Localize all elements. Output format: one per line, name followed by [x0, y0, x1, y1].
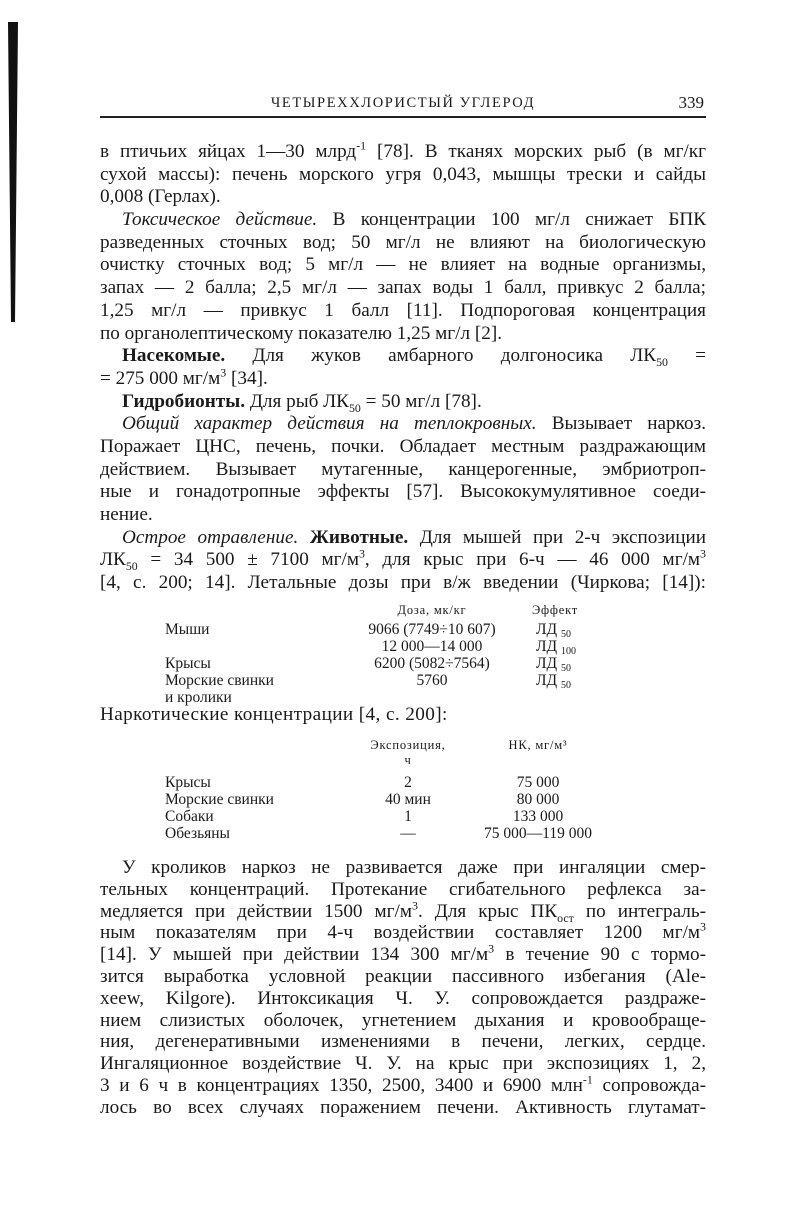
text-run: В концентрации 100 мг/л снижает БПК: [317, 209, 706, 231]
dose-cell: 5760: [416, 672, 448, 689]
nk-cell: 133 000: [512, 808, 564, 825]
nk-cell: 80 000: [516, 791, 560, 808]
text-run: нение.: [100, 504, 153, 525]
page-number: 339: [678, 93, 704, 112]
text-line: [100, 254, 706, 277]
text-line: [100, 1010, 706, 1032]
text-run: , для крыс при 6-ч — 46 000 мг/м: [364, 549, 701, 571]
text-run: ния, дегенеративными изменениями в печени, легких, сердце.: [100, 1031, 706, 1053]
superscript: 3: [220, 365, 227, 380]
dose-cell: 6200 (5082÷7564): [374, 655, 490, 672]
text-run: У кроликов наркоз не развивается даже при ингаляции смер-: [122, 857, 706, 878]
text-run: ным показателям при 4-ч воздействии составляет 1200 мг/м: [100, 922, 701, 944]
animal-cell: Собаки: [165, 808, 214, 825]
exposure-cell: 40 мин: [385, 791, 431, 808]
text-run: нием слизистых оболочек, угнетением дыхания и кровообраще-: [100, 1009, 706, 1031]
text-run: в течение 90 с тормо-: [494, 944, 707, 966]
dose-cell: 12 000—14 000: [381, 638, 483, 655]
text-run: [34].: [226, 367, 268, 389]
superscript: 3: [358, 546, 365, 561]
text-line: [100, 527, 706, 550]
effect-cell: ЛД: [536, 621, 558, 638]
effect-cell: ЛД: [536, 672, 558, 689]
text-run: 1,25 мг/л — привкус 1 балл [11]. Подпороговая концентрация: [100, 299, 706, 321]
text-run: Ингаляционное воздействие Ч. У. на крыс при экспозициях 1, 2,: [100, 1053, 706, 1075]
text-run: тельных концентраций. Протекание сгибательного рефлекса за-: [100, 878, 706, 900]
text-run: Для рыб ЛК: [245, 390, 349, 412]
column-header-exposure: Экспозиция,: [370, 738, 446, 752]
text-line: [100, 277, 706, 300]
text-run: [4, с. 200; 14]. Летальные дозы при в/ж введении (Чиркова; [14]):: [100, 572, 706, 594]
nk-cell: 75 000: [516, 774, 560, 791]
text-line: [100, 232, 706, 255]
animal-cell: Крысы: [165, 774, 211, 791]
animal-cell: и кролики: [165, 689, 232, 706]
superscript: 3: [700, 546, 706, 561]
text-run: = 34 500 ± 7100 мг/м: [137, 549, 359, 571]
superscript: 3: [412, 898, 418, 913]
text-run: действием. Вызывает мутагенные, канцерогенные, эмбриотроп-: [100, 458, 706, 480]
text-run: . Для крыс ПК: [417, 900, 558, 922]
text-run: запах — 2 балла; 2,5 мг/л — запах воды 1 балл, привкус 2 балла;: [100, 277, 706, 299]
exposure-cell: 1: [404, 808, 412, 825]
animal-cell: Морские свинки: [165, 791, 274, 808]
text-line: [100, 988, 706, 1010]
effect-cell: ЛД: [536, 638, 558, 655]
text-run: 0,008 (Герлах).: [100, 186, 221, 208]
text-line: [100, 1097, 706, 1119]
text-line: [100, 436, 706, 459]
narcotic-heading: Наркотические концентрации [4, с. 200]:: [100, 704, 448, 725]
text-line: [100, 300, 706, 323]
column-header-effect: Эффект: [531, 603, 579, 617]
text-run: xeew, Kilgore). Интоксикация Ч. У. сопровождается раздраже-: [100, 987, 706, 1009]
running-title: ЧЕТЫРЕХХЛОРИСТЫЙ УГЛЕРОД: [270, 95, 536, 111]
text-run: =: [667, 345, 706, 367]
text-run: 3 и 6 ч в концентрациях 1350, 2500, 3400 и 6900 млн: [100, 1074, 583, 1096]
text-run: сухой массы): печень морского угря 0,043, мышцы трески и сайды: [100, 163, 706, 185]
text-line: [100, 365, 706, 391]
bold-run-in-heading: Животные.: [309, 526, 409, 548]
text-line: [100, 323, 706, 346]
text-run: лось во всех случаях поражением печени. Активность глутамат-: [100, 1096, 706, 1118]
text-line: [100, 504, 706, 527]
text-line: [100, 546, 706, 574]
text-run: разведенных сточных вод; 50 мг/л не влияют на биологическую: [100, 231, 706, 253]
text-run: Поражает ЦНС, печень, почки. Обладает местным раздражающим: [100, 435, 706, 457]
text-line: [100, 138, 706, 164]
text-line: [100, 1072, 706, 1097]
text-run: медляется при действии 1500 мг/м: [100, 900, 412, 922]
text-line: [100, 391, 706, 414]
text-run: по органолептическому показателю 1,25 мг/л [2].: [100, 322, 502, 344]
text-run: [78]. В тканях морских рыб (в мг/кг: [366, 141, 706, 162]
text-line: [100, 572, 706, 595]
superscript: -1: [356, 138, 367, 153]
text-run: [14]. У мышей при действии 134 300 мг/м: [100, 944, 489, 966]
header-rule: [100, 116, 706, 118]
text-line: [100, 1031, 706, 1053]
effect-cell: ЛД: [536, 655, 558, 672]
superscript: -1: [582, 1072, 593, 1087]
text-run: ЛК: [100, 549, 126, 571]
text-run: = 275 000 мг/м: [100, 367, 221, 389]
text-run: Для жуков амбарного долгоносика ЛК: [225, 345, 657, 367]
text-line: [100, 966, 706, 988]
animal-cell: Мыши: [165, 621, 210, 638]
column-header-dose: Доза, мк/кг: [397, 603, 467, 617]
text-line: [100, 857, 706, 879]
superscript: 3: [488, 941, 495, 956]
text-run: Вызывает наркоз.: [536, 413, 706, 435]
text-line: [100, 481, 706, 504]
text-line: [100, 922, 706, 944]
exposure-cell: 2: [404, 774, 412, 791]
running-head: [100, 92, 706, 114]
superscript: 3: [700, 920, 706, 934]
text-line: [100, 1053, 706, 1075]
scan-edge-bar: [8, 22, 18, 322]
text-run: в птичьих яйцах 1—30 млрд: [100, 141, 357, 162]
text-run: ные и гонадотропные эффекты [57]. Высококумулятивное соеди-: [100, 481, 706, 503]
text-line: [100, 413, 706, 436]
text-line: [100, 898, 706, 925]
text-line: [100, 164, 706, 187]
nk-cell: 75 000—119 000: [484, 825, 592, 842]
subscript: 50: [656, 355, 668, 370]
subscript: 50: [125, 559, 138, 574]
italic-run-in-heading: Токсическое действие.: [122, 209, 318, 231]
text-run: [298, 527, 310, 548]
text-run: зится выработка условной реакции пассивного избегания (Ale-: [100, 965, 706, 987]
bold-run-in-heading: Гидробионты.: [122, 390, 246, 412]
text-line: [100, 345, 706, 368]
italic-run-in-heading: Острое отравление.: [122, 526, 299, 548]
exposure-cell: —: [400, 825, 416, 842]
bold-run-in-heading: Насекомые.: [122, 345, 226, 367]
text-line: [100, 209, 706, 232]
italic-run-in-heading: Общий характер действия на теплокровных.: [122, 413, 537, 435]
animal-cell: Обезьяны: [165, 825, 230, 842]
text-line: [100, 186, 706, 209]
subscript: 50: [348, 400, 361, 415]
animal-cell: Морские свинки: [165, 672, 274, 689]
column-header-nk: НК, мг/м³: [508, 738, 568, 752]
text-block-rabbits: [100, 857, 706, 1119]
dose-cell: 9066 (7749÷10 607): [368, 621, 496, 638]
text-block-main: [100, 138, 707, 595]
column-header-exposure-unit: ч: [404, 753, 412, 767]
text-line: [100, 879, 706, 901]
text-run: очистку сточных вод; 5 мг/л — не влияет на водные организмы,: [100, 254, 706, 276]
text-line: [100, 941, 707, 966]
subscript: ост: [557, 910, 574, 925]
text-run: Для мышей при 2-ч экспозиции: [408, 526, 707, 548]
animal-cell: Крысы: [165, 655, 211, 672]
text-run: сопровожда-: [592, 1074, 706, 1096]
text-run: = 50 мг/л [78].: [360, 390, 482, 412]
text-run: по интеграль-: [573, 900, 706, 922]
text-line: [100, 459, 706, 482]
